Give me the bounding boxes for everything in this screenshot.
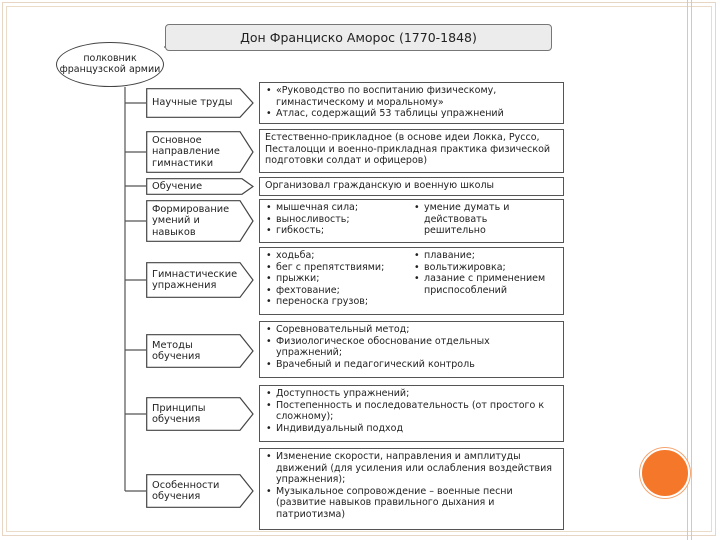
features-item: • Музыкальное сопровождение – военные песни (развитие навыков правильного дыхания и патриотизма) xyxy=(265,486,558,521)
exercises-item: • вольтижировка; xyxy=(413,262,558,274)
box-training xyxy=(259,177,564,196)
rank-label: полковник французской армии xyxy=(59,53,161,75)
skills-item: • выносливость; xyxy=(265,214,413,226)
exercises-item: • прыжки; xyxy=(265,273,413,285)
works-item: • Атлас, содержащий 53 таблицы упражнений xyxy=(265,108,558,120)
principles-item: • Индивидуальный подход xyxy=(265,423,558,435)
box-principles xyxy=(259,385,564,442)
label-training: Обучение xyxy=(152,180,203,192)
direction-text: Естественно-прикладное (в основе идеи Локка, Руссо, Песталоцци и военно-прикладная практика физической подготовки солдат и офицеров) xyxy=(265,132,551,167)
diagram-title: Дон Франциско Аморос (1770-1848) xyxy=(165,24,552,51)
features-item: • Изменение скорости, направления и амплитуды движений (для усиления или ослабления воздействия упражнения); xyxy=(265,451,558,486)
works-item: • «Руководство по воспитанию физическому, гимнастическому и моральному» xyxy=(265,85,558,108)
skills-item: • умение думать и действовать решительно xyxy=(413,202,533,237)
skills-item: • гибкость; xyxy=(265,225,413,237)
label-features: Особенности обучения xyxy=(152,479,220,502)
training-text: Организовал гражданскую и военную школы xyxy=(265,180,495,191)
label-works: Научные труды xyxy=(152,97,233,109)
box-exercises xyxy=(259,247,564,315)
label-methods: Методы обучения xyxy=(152,339,201,362)
label-principles: Принципы обучения xyxy=(152,402,206,425)
rank-ellipse xyxy=(56,42,164,87)
exercises-item: • ходьба; xyxy=(265,250,413,262)
methods-item: • Соревновательный метод; xyxy=(265,324,558,336)
exercises-item: • переноска грузов; xyxy=(265,296,413,308)
exercises-item: • фехтование; xyxy=(265,285,413,297)
label-exercises: Гимнастические упражнения xyxy=(152,268,238,291)
skills-item: • мышечная сила; xyxy=(265,202,413,214)
methods-item: • Физиологическое обоснование отдельных упражнений; xyxy=(265,336,558,359)
exercises-item: • лазание с применением приспособлений xyxy=(413,273,558,296)
box-features xyxy=(259,448,564,530)
label-skills: Формирование умений и навыков xyxy=(152,203,230,238)
exercises-item: • плавание; xyxy=(413,250,558,262)
principles-item: • Постепенность и последовательность (от простого к сложному); xyxy=(265,400,558,423)
methods-item: • Врачебный и педагогический контроль xyxy=(265,359,558,371)
box-direction xyxy=(259,129,564,173)
exercises-item: • бег с препятствиями; xyxy=(265,262,413,274)
principles-item: • Доступность упражнений; xyxy=(265,388,558,400)
box-methods xyxy=(259,321,564,378)
box-skills xyxy=(259,199,564,243)
label-direction: Основное направление гимнастики xyxy=(152,134,220,169)
box-works xyxy=(259,82,564,124)
